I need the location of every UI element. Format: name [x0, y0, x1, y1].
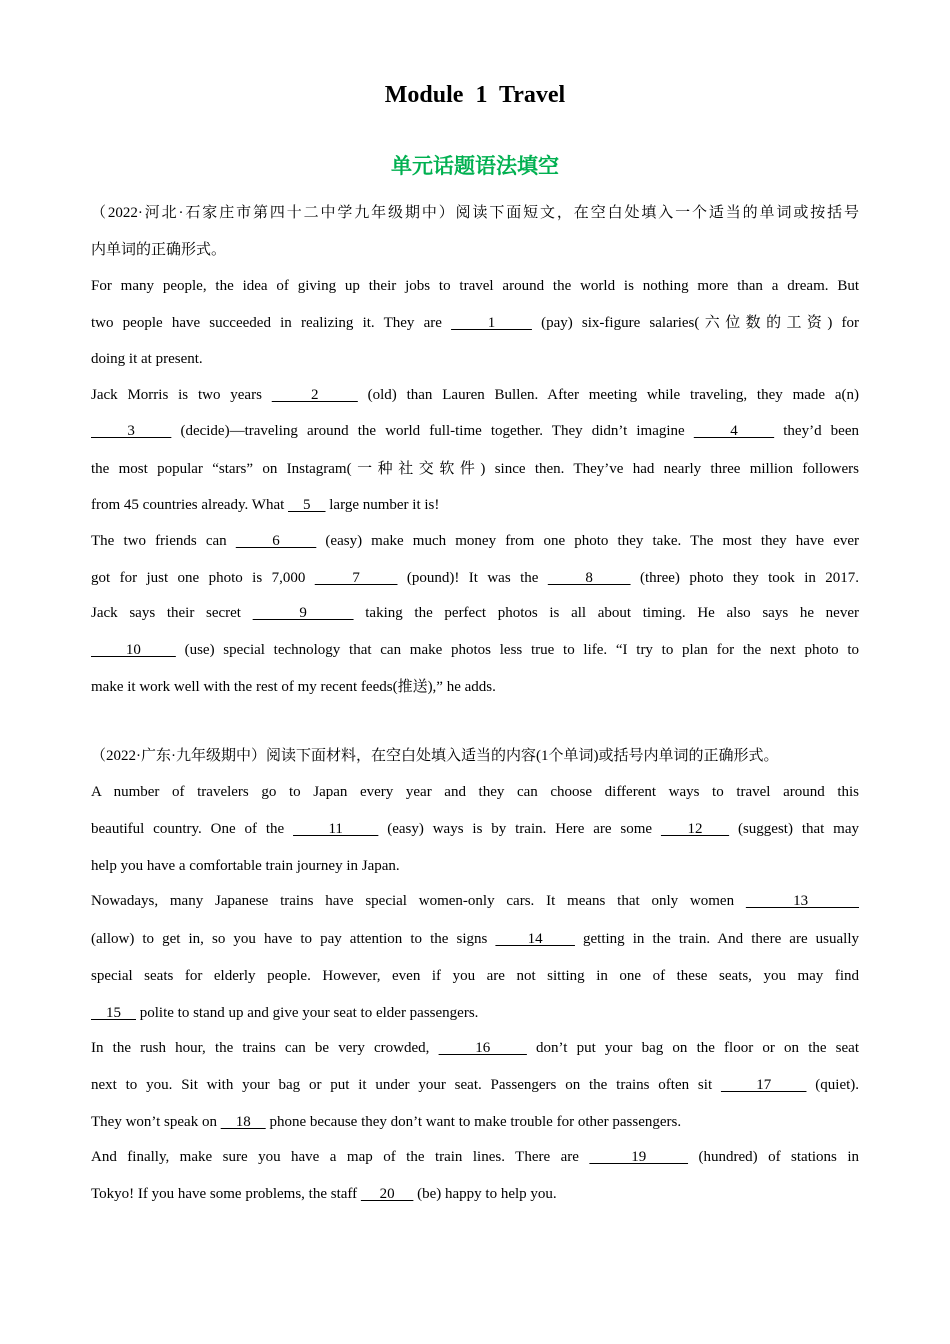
- text-line: [91, 238, 859, 262]
- text-line: [91, 1145, 859, 1169]
- answer-blank[interactable]: 2: [271, 387, 358, 403]
- text-line: [91, 529, 859, 553]
- text-segment: next to you. Sit with your bag or put it under your seat. Passengers on the trains often sit: [91, 1077, 721, 1093]
- text-segment: phone because they don’t want to make trouble for other passengers.: [265, 1114, 682, 1130]
- answer-blank[interactable]: 17: [720, 1077, 807, 1093]
- text-line: [91, 638, 859, 662]
- text-segment: （2022·广东·九年级期中）阅读下面材料，在空白处填入适当的内容(1个单词)或括号内单词的正确形式。: [91, 748, 779, 764]
- text-segment: (pound)! It was the: [397, 570, 548, 586]
- text-segment: the most popular “stars” on Instagram(一种社交软件) since then. They’ve had nearly three million followers: [91, 461, 859, 477]
- text-segment: doing it at present.: [91, 351, 203, 367]
- text-line: [91, 964, 859, 988]
- page-title: Module 1 Travel: [384, 82, 566, 108]
- text-segment: they’d been: [774, 423, 859, 439]
- text-line: [91, 817, 859, 841]
- text-segment: Nowadays, many Japanese trains have special women-only cars. It means that only women: [91, 893, 746, 909]
- text-segment: make it work well with the rest of my recent feeds(推送),” he adds.: [91, 679, 496, 695]
- text-segment: (old) than Lauren Bullen. After meeting while traveling, they made a(n): [357, 387, 860, 403]
- text-line: [91, 566, 859, 590]
- text-line: [91, 347, 859, 371]
- answer-blank[interactable]: 3: [91, 423, 172, 439]
- text-segment: (allow) to get in, so you have to pay attention to the signs: [91, 931, 496, 947]
- text-segment: A number of travelers go to Japan every year and they can choose different ways to travel around this: [91, 784, 859, 800]
- text-segment: Jack Morris is two years: [91, 387, 272, 403]
- text-segment: The two friends can: [91, 533, 236, 549]
- text-segment: (suggest) that may: [729, 821, 859, 837]
- text-segment: (hundred) of stations in: [688, 1149, 860, 1165]
- text-line: [91, 274, 859, 298]
- text-segment: beautiful country. One of the: [91, 821, 294, 837]
- text-line: [91, 1110, 859, 1134]
- text-line: [91, 889, 859, 913]
- text-line: [91, 1036, 859, 1060]
- answer-blank[interactable]: 7: [314, 570, 398, 586]
- text-segment: 内单词的正确形式。: [91, 242, 227, 258]
- text-segment: don’t put your bag on the floor or on the seat: [526, 1040, 860, 1056]
- answer-blank[interactable]: 8: [547, 570, 631, 586]
- text-line: [91, 493, 859, 517]
- text-line: [91, 744, 859, 768]
- text-segment: (decide)—traveling around the world full-time together. They didn’t imagine: [171, 423, 694, 439]
- text-segment: (three) photo they took in 2017.: [630, 570, 860, 586]
- text-segment: from 45 countries already. What: [91, 497, 289, 513]
- text-segment: (use) special technology that can make photos less true to life. “I try to plan for the next photo to: [175, 642, 860, 658]
- text-segment: (easy) ways is by train. Here are some: [378, 821, 661, 837]
- answer-blank[interactable]: 13: [745, 893, 859, 909]
- answer-blank[interactable]: 11: [293, 821, 379, 837]
- text-line: [91, 201, 859, 225]
- answer-blank[interactable]: 15: [91, 1005, 136, 1021]
- text-segment: got for just one photo is 7,000: [91, 570, 315, 586]
- text-segment: polite to stand up and give your seat to elder passengers.: [136, 1005, 479, 1021]
- text-line: [91, 1073, 859, 1097]
- answer-blank[interactable]: 1: [451, 315, 532, 331]
- answer-blank[interactable]: 9: [252, 605, 354, 621]
- text-segment: (be) happy to help you.: [413, 1186, 557, 1202]
- text-segment: two people have succeeded in realizing it. They are: [91, 315, 452, 331]
- answer-blank[interactable]: 5: [288, 497, 326, 513]
- text-segment: In the rush hour, the trains can be very crowded,: [91, 1040, 439, 1056]
- text-segment: special seats for elderly people. However, even if you are not sitting in one of these seats, you may find: [91, 968, 859, 984]
- section-heading: 单元话题语法填空: [391, 154, 559, 178]
- text-segment: They won’t speak on: [91, 1114, 221, 1130]
- text-line: [91, 601, 859, 625]
- text-segment: For many people, the idea of giving up their jobs to travel around the world is nothing more than a dream. But: [91, 278, 859, 294]
- text-segment: （2022·河北·石家庄市第四十二中学九年级期中）阅读下面短文，在空白处填入一个适当的单词或按括号: [91, 205, 859, 221]
- text-line: [91, 927, 859, 951]
- text-segment: (quiet).: [806, 1077, 860, 1093]
- text-line: [91, 675, 859, 699]
- answer-blank[interactable]: 18: [220, 1114, 266, 1130]
- text-line: [91, 383, 859, 407]
- answer-blank[interactable]: 10: [91, 642, 176, 658]
- text-line: [91, 854, 859, 878]
- text-line: [91, 457, 859, 481]
- answer-blank[interactable]: 20: [360, 1186, 414, 1202]
- answer-blank[interactable]: 16: [438, 1040, 527, 1056]
- text-segment: taking the perfect photos is all about timing. He also says he never: [353, 605, 859, 621]
- answer-blank[interactable]: 6: [235, 533, 317, 549]
- text-segment: help you have a comfortable train journey in Japan.: [91, 858, 400, 874]
- text-line: [91, 1001, 859, 1025]
- text-line: [91, 311, 859, 335]
- text-segment: large number it is!: [325, 497, 440, 513]
- text-line: [91, 1182, 859, 1206]
- text-line: [91, 780, 859, 804]
- answer-blank[interactable]: 12: [660, 821, 730, 837]
- text-segment: (pay) six-figure salaries(六位数的工资) for: [531, 315, 859, 331]
- answer-blank[interactable]: 19: [589, 1149, 689, 1165]
- text-segment: Tokyo! If you have some problems, the staff: [91, 1186, 361, 1202]
- answer-blank[interactable]: 4: [693, 423, 775, 439]
- text-segment: (easy) make much money from one photo they take. The most they have ever: [316, 533, 860, 549]
- text-segment: Jack says their secret: [91, 605, 253, 621]
- text-segment: getting in the train. And there are usually: [574, 931, 860, 947]
- text-line: [91, 419, 859, 443]
- answer-blank[interactable]: 14: [495, 931, 575, 947]
- text-segment: And finally, make sure you have a map of the train lines. There are: [91, 1149, 590, 1165]
